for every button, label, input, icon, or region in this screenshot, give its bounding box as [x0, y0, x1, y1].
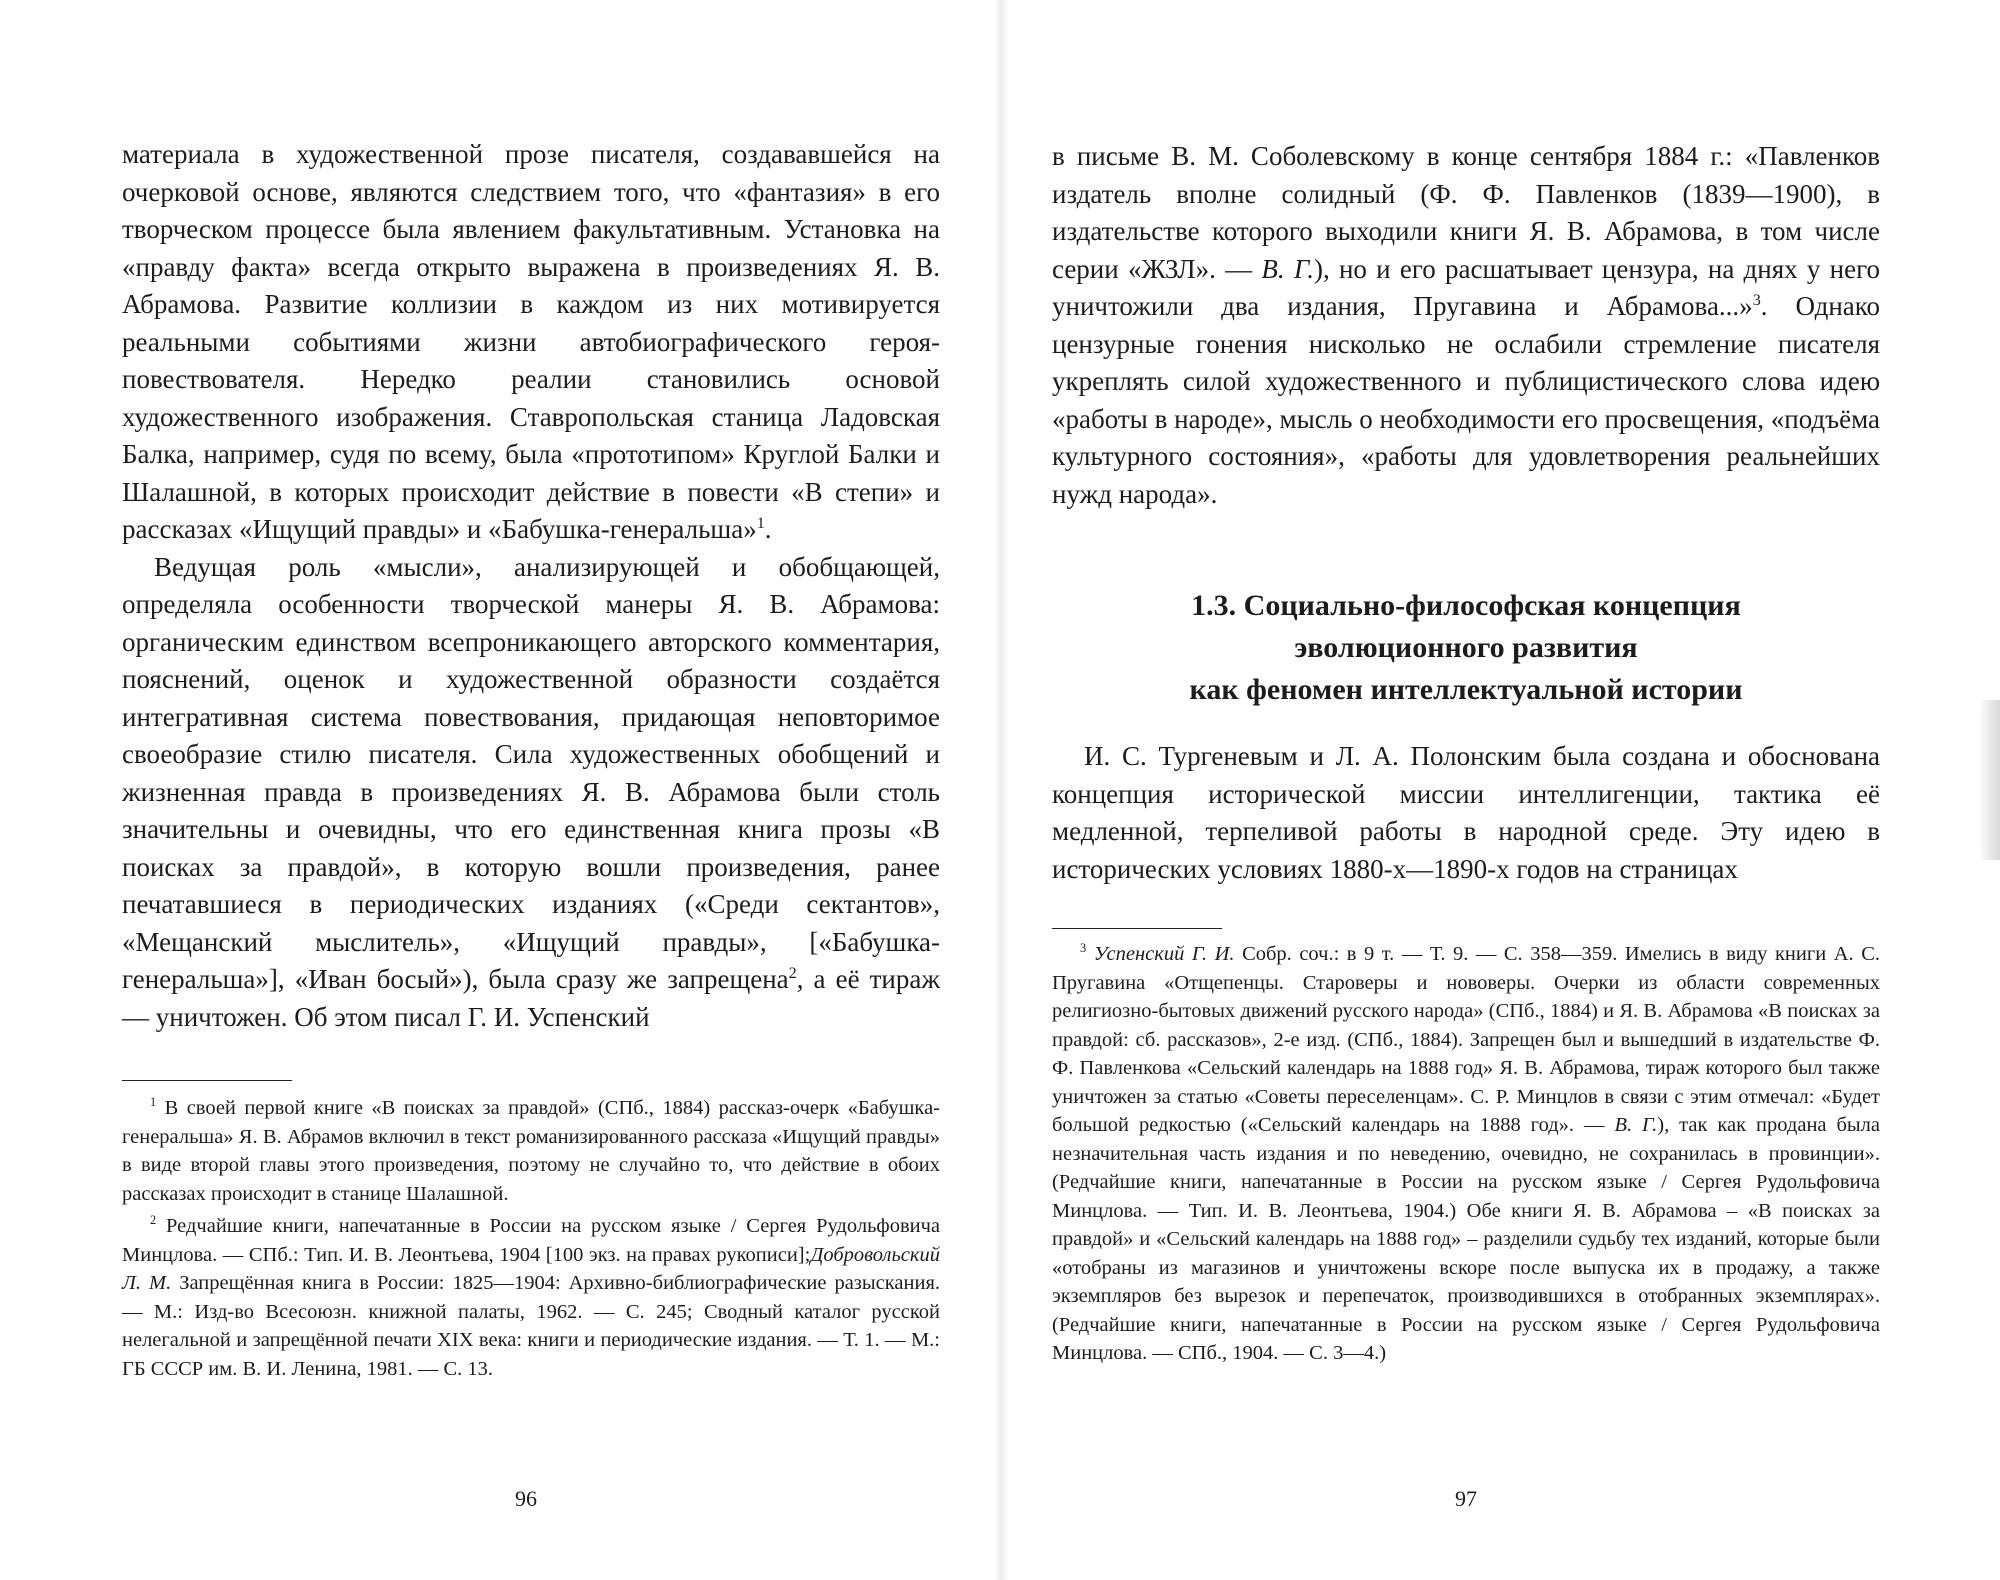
- left-page-body: [122, 136, 940, 1036]
- footnote-mark: 2: [788, 964, 797, 982]
- heading-line: как феномен интеллектуальной истории: [1189, 673, 1743, 706]
- page-number: 96: [515, 1486, 537, 1511]
- right-page-body: [1052, 138, 1880, 513]
- heading-line: эволюционного развития: [1294, 631, 1638, 664]
- footnote-rule: [122, 1080, 292, 1081]
- heading-line: 1.3. Социально-философская концепция: [1191, 589, 1741, 622]
- footnote: $^1$ В своей первой книге «В поисках за правдой» (СПб., 1884) рассказ-очерк «Бабушка-генеральша» Я. В. Абрамов включил в текст романизированного рассказа «Ищущий правды» в виде второй главы этого произведения, поэтому не случайно то, что действие в обоих рассказах происходит в станице Шалашной.: [122, 1095, 940, 1205]
- paragraph: Ведущая роль «мысли», анализирующей и обобщающей, определяла особенности творческой манеры Я. В. Абрамова: органическим единством всепроникающего авторского комментария, пояснений, оценок и художественной образности создаётся интегративная система повествования, придающая неповторимое своеобразие стилю писателя. Сила художественных обобщений и жизненная правда в произведениях Я. В. Абрамова были столь значительны и очевидны, что его единственная книга прозы «В поисках за правдой», в которую вошли произведения, ранее печатавшиеся в периодических изданиях («Среди сектантов», «Мещанский мыслитель», «Ищущий правды», [«Бабушка-генеральша»], «Иван босый»), была сразу же запрещена$^2$, а её тираж — уничтожен. Об этом писал Г. И. Успенский: [122, 551, 941, 1032]
- footnote: $^3$ Успенский Г. И. Собр. соч.: в 9 т. — Т. 9. — С. 358—359. Имелись в виду книги А. С. Пругавина «Отщепенцы. Староверы и нововеры. Очерки из области современных религиозно-бытовых движений русского народа» (СПб., 1884) и Я. В. Абрамова «В поисках за правдой: сб. рассказов», 2-е изд. (СПб., 1884). Запрещен был и вышедший в издательстве Ф. Ф. Павленкова «Сельский календарь на 1888 год» Я. В. Абрамова, тираж которого был также уничтожен за статью «Советы переселенцам». С. Р. Минцлов в связи с этим отмечал: «Будет большой редкостью («Сельский календарь на 1888 год». — В. Г.), так как продана была незначительная часть издания и по неведению, очевидно, не сохранилась в провинции». (Редчайшие книги, напечатанные в России на русском языке / Сергея Рудольфовича Минцлова. — Тип. И. В. Леонтьева, 1904.) Обе книги Я. В. Абрамова – «В поисках за правдой» и «Сельский календарь на 1888 год» – разделили судьбу тех изданий, которые были «отобраны из магазинов и уничтожены вскоре после выпуска их в продажу, а также экземпляров без вырезок и перепечаток, производившихся в отобранных экземплярах». (Редчайшие книги, напечатанные в России на русском языке / Сергея Рудольфовича Минцлова. — СПб., 1904. — С. 3—4.): [1052, 941, 1881, 1364]
- page-number: 97: [1455, 1486, 1477, 1511]
- footnote-mark: 1: [756, 514, 765, 532]
- right-page: [1000, 0, 2000, 1580]
- footnote-rule: [1052, 928, 1222, 929]
- paragraph: в письме В. М. Соболевскому в конце сентября 1884 г.: «Павленков издатель вполне солидный (Ф. Ф. Павленков (1839—1900), в издательстве которого выходили книги Я. В. Абрамова, в том числе серии «ЖЗЛ». — В. Г.), но и его расшатывает цензура, на днях у него уничтожили два издания, Пругавина и Абрамова...»$^3$. Однако цензурные гонения нисколько не ослабили стремление писателя укреплять силой художественного и публицистического слова идею «работы в народе», мысль о необходимости его просвещения, «подъёма культурного состояния», «работы для удовлетворения реальнейших нужд народа».: [1052, 141, 1880, 509]
- footnote-mark: 3: [1752, 291, 1761, 309]
- page-edge-shadow: [1978, 700, 2000, 860]
- left-footnotes: [122, 1094, 940, 1387]
- paragraph: материала в художественной прозе писателя, создававшейся на очерковой основе, являются следствием того, что «фантазия» в его творческом процессе была явлением факультативным. Установка на «правду факта» всегда открыто выражена в произведениях Я. В. Абрамова. Развитие коллизии в каждом из них мотивируется реальными событиями жизни автобиографического героя-повествователя. Нередко реалии становились основой художественного изображения. Ставропольская станица Ладовская Балка, например, судя по всему, была «прототипом» Круглой Балки и Шалашной, в которых происходит действие в повести «В степи» и рассказах «Ищущий правды» и «Бабушка-генеральша»$^1$.: [122, 139, 940, 544]
- paragraph: И. С. Тургеневым и Л. А. Полонским была создана и обоснована концепция исторической миссии интеллигенции, тактика её медленной, терпеливой работы в народной среде. Эту идею в исторических условиях 1880-х—1890-х годов на страницах: [1052, 741, 1880, 884]
- footnote: $^2$ Редчайшие книги, напечатанные в России на русском языке / Сергея Рудольфовича Минцлова. — СПб.: Тип. И. В. Леонтьева, 1904 [100 экз. на правах рукописи];Добровольский Л. М. Запрещённая книга в России: 1825—1904: Архивно-библиографические разыскания. — М.: Изд-во Всесоюзн. книжной палаты, 1962. — С. 245; Сводный каталог русской нелегальной и запрещённой печати XIX века: книги и периодические издания. — Т. 1. — М.: ГБ СССР им. В. И. Ленина, 1981. — С. 13.: [122, 1213, 941, 1380]
- section-heading: [1052, 585, 1880, 711]
- right-footnotes: [1052, 940, 1880, 1372]
